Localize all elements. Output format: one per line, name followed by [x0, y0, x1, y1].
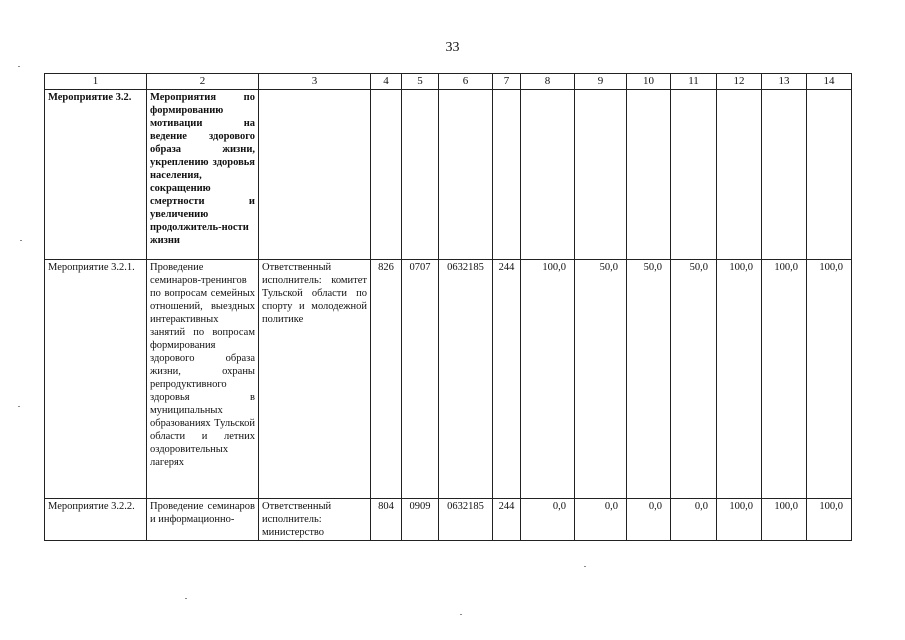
value-cell: [575, 90, 627, 260]
value-cell: 100,0: [717, 499, 762, 541]
value-cell: 0,0: [671, 499, 717, 541]
scan-speck: [18, 406, 20, 407]
value-cell: 100,0: [762, 499, 807, 541]
grbs-cell: 826: [371, 260, 402, 499]
scan-speck: [20, 240, 22, 241]
measure-code: Мероприятие 3.2.2.: [45, 499, 147, 541]
target-article-cell: 0632185: [439, 499, 493, 541]
header-cell: 7: [493, 74, 521, 90]
measure-title: Проведение семинаров-тренингов по вопросам семейных отношений, выездных интерактивных занятий по вопросам формирования здорового образа жизни, охраны репродуктивного здоровья в муниципальных образованиях Тульской области и летних оздоровительных лагерях: [147, 260, 259, 499]
header-cell: 10: [627, 74, 671, 90]
header-cell: 14: [807, 74, 852, 90]
measure-code: Мероприятие 3.2.: [45, 90, 147, 260]
target-article-cell: 0632185: [439, 260, 493, 499]
value-cell: 50,0: [627, 260, 671, 499]
scan-speck: [584, 566, 586, 567]
value-cell: [807, 90, 852, 260]
value-cell: [671, 90, 717, 260]
header-cell: 4: [371, 74, 402, 90]
section-cell: 0707: [402, 260, 439, 499]
header-cell: 12: [717, 74, 762, 90]
value-cell: 100,0: [807, 499, 852, 541]
section-cell: [402, 90, 439, 260]
page-number: 33: [445, 40, 460, 55]
value-cell: 100,0: [717, 260, 762, 499]
header-cell: 8: [521, 74, 575, 90]
section-cell: 0909: [402, 499, 439, 541]
header-cell: 6: [439, 74, 493, 90]
expense-type-cell: [493, 90, 521, 260]
header-cell: 11: [671, 74, 717, 90]
value-cell: [627, 90, 671, 260]
header-cell: 3: [259, 74, 371, 90]
executor-cell: [259, 90, 371, 260]
value-cell: 100,0: [807, 260, 852, 499]
scan-speck: [460, 614, 462, 615]
header-cell: 9: [575, 74, 627, 90]
value-cell: [717, 90, 762, 260]
scan-speck: [18, 66, 20, 67]
header-cell: 5: [402, 74, 439, 90]
header-cell: 1: [45, 74, 147, 90]
value-cell: 0,0: [521, 499, 575, 541]
table-row: [45, 499, 852, 541]
measure-code: Мероприятие 3.2.1.: [45, 260, 147, 499]
header-row: [45, 74, 852, 90]
measure-title: Проведение семинаров и информационно-: [147, 499, 259, 541]
value-cell: [521, 90, 575, 260]
header-cell: 13: [762, 74, 807, 90]
table-row: [45, 260, 852, 499]
scan-speck: [185, 598, 187, 599]
header-cell: 2: [147, 74, 259, 90]
value-cell: 0,0: [627, 499, 671, 541]
measure-title: Мероприятия по формированию мотивации на ведение здорового образа жизни, укреплению здоровья населения, сокращению смертности и увеличению продолжитель-ности жизни: [147, 90, 259, 260]
value-cell: 100,0: [762, 260, 807, 499]
expense-type-cell: 244: [493, 260, 521, 499]
grbs-cell: [371, 90, 402, 260]
value-cell: 50,0: [671, 260, 717, 499]
table-row: [45, 90, 852, 260]
executor-cell: Ответственный исполнитель: комитет Тульской области по спорту и молодежной политике: [259, 260, 371, 499]
grbs-cell: 804: [371, 499, 402, 541]
value-cell: 50,0: [575, 260, 627, 499]
executor-cell: Ответственный исполнитель: министерство: [259, 499, 371, 541]
value-cell: 0,0: [575, 499, 627, 541]
expense-type-cell: 244: [493, 499, 521, 541]
value-cell: 100,0: [521, 260, 575, 499]
budget-table: [44, 73, 852, 541]
target-article-cell: [439, 90, 493, 260]
value-cell: [762, 90, 807, 260]
